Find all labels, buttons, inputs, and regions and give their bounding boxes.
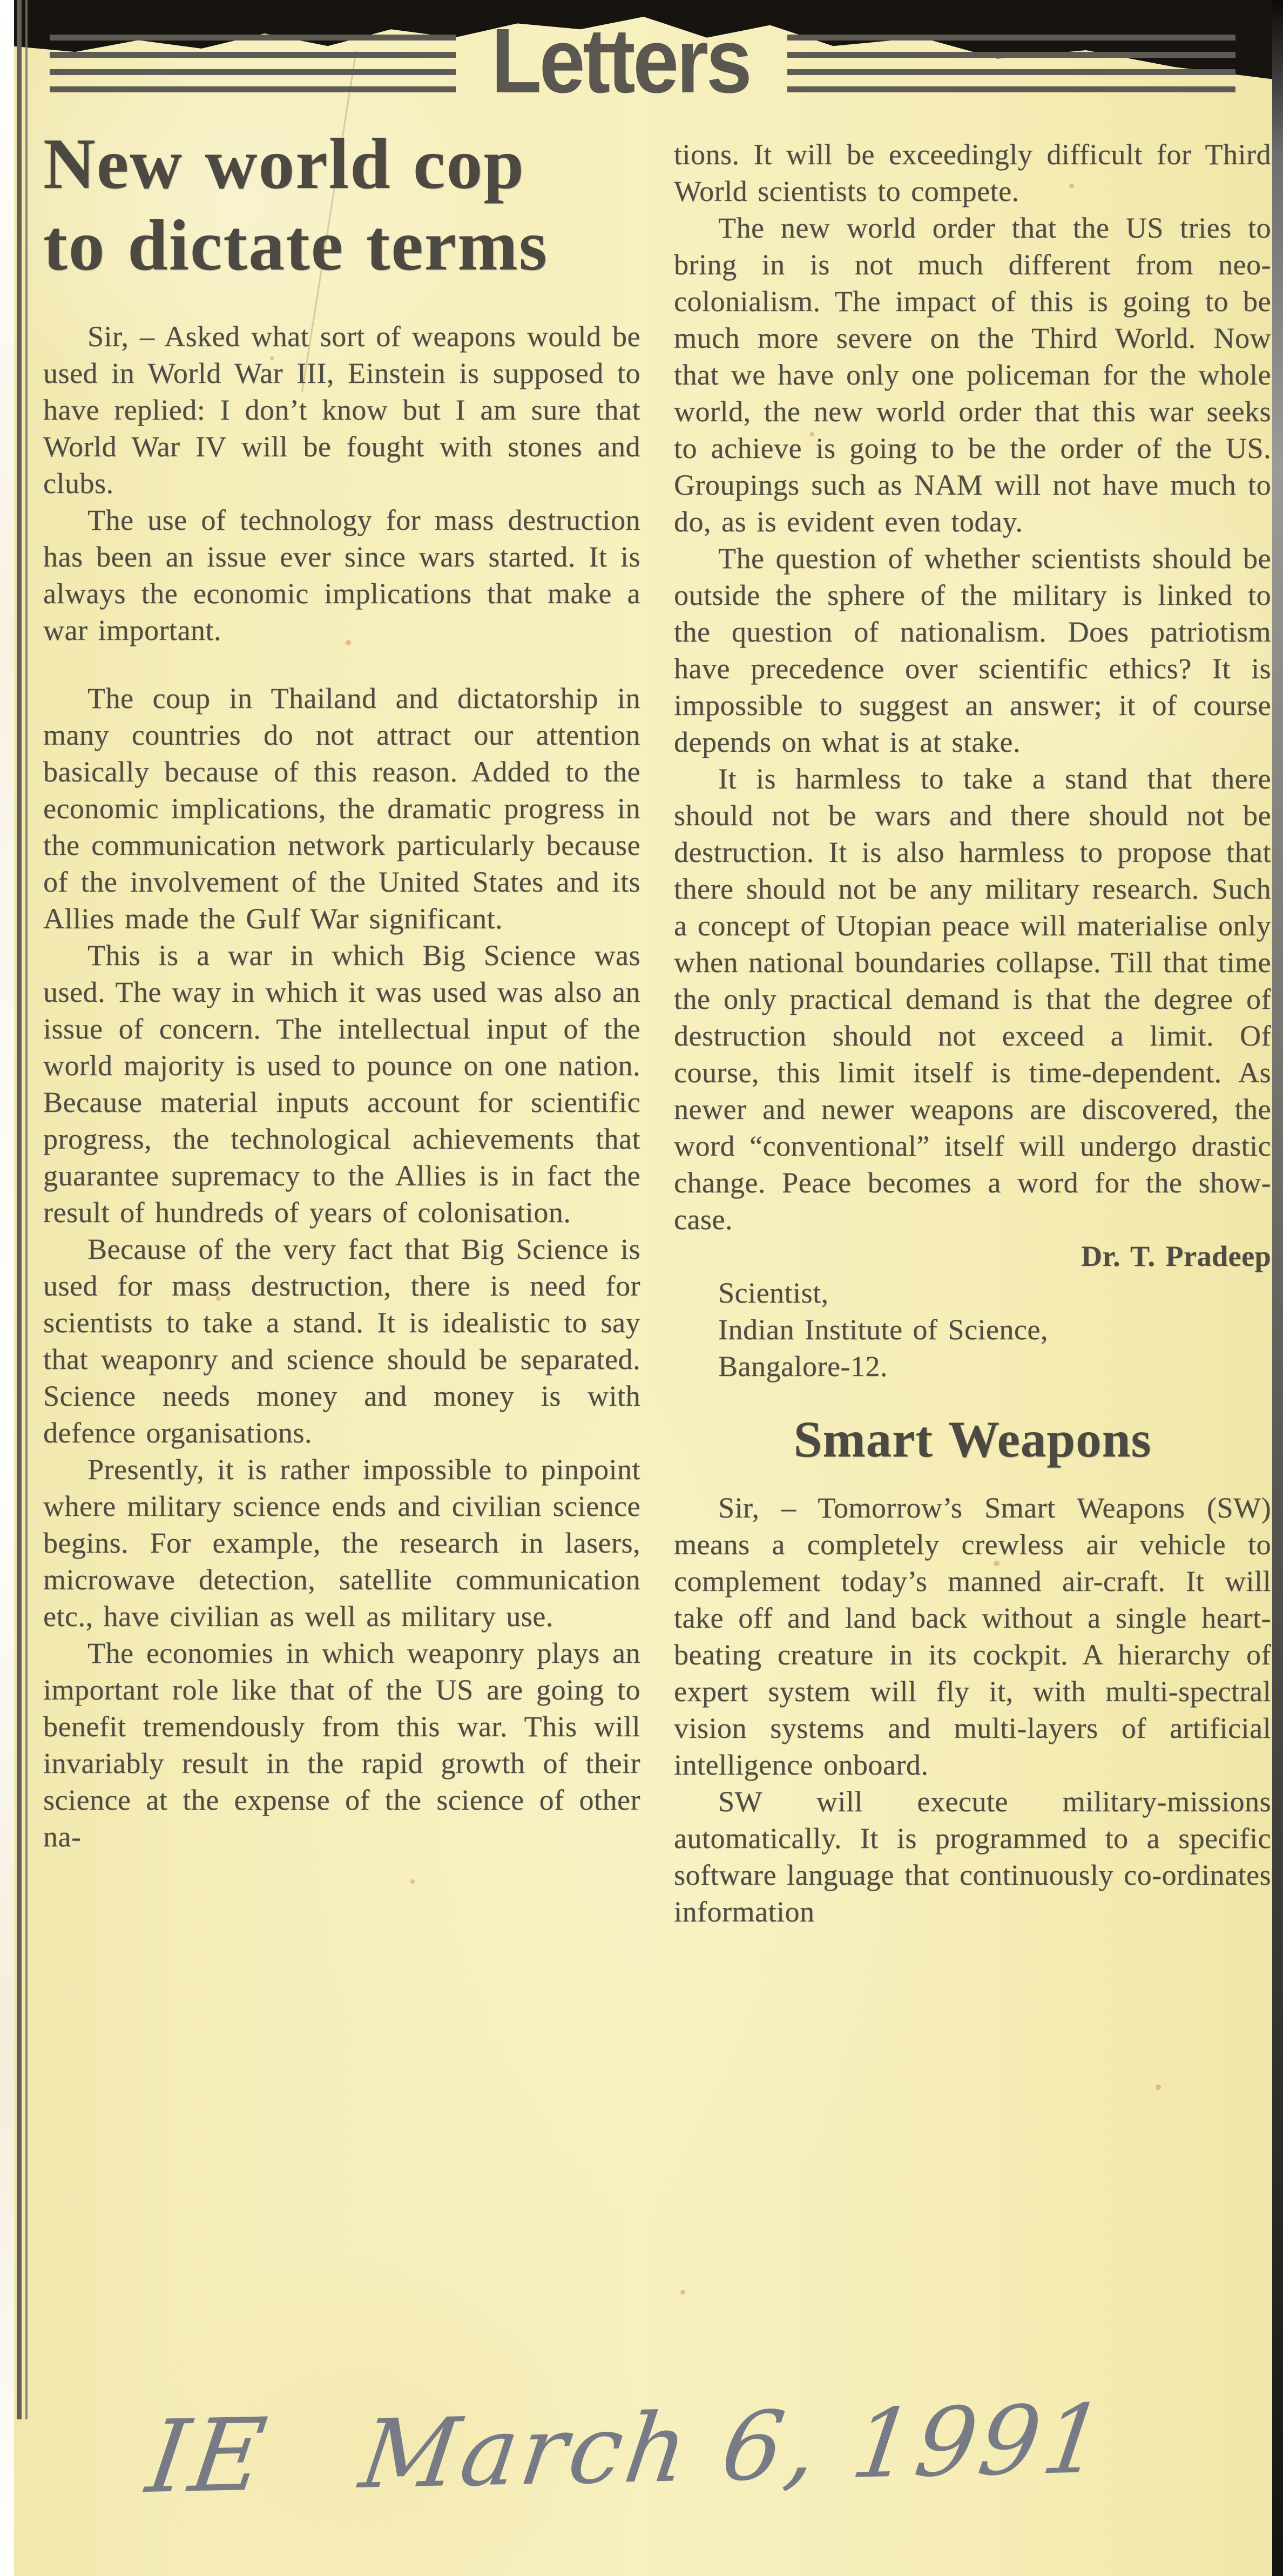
right-paper-edge (1272, 0, 1283, 2576)
letter2-headline: Smart Weapons (793, 1411, 1152, 1468)
left-column-rule-inner (25, 0, 28, 2419)
letter1-paragraph: The economies in which weaponry plays an important role like that of the US are going to benefit tremendously from this war. This will invariably result in the rapid growth of their science at the expense of the science of other na- (43, 1636, 640, 1853)
letter1-paragraph: Sir, – Asked what sort of weapons would be used in World War III, Einstein is supposed to have replied: I don’t know but I am sure that World War IV will be fought with stones and clubs. (43, 320, 640, 500)
letter1-paragraph: It is harmless to take a stand that there should not be wars and there should not be destruction. It is also harmless to propose that there should not be any military research. Such a concept of Utopian peace will materialise only when national boundaries collapse. Till that time the only practical demand is that the degree of destruction should not exceed a limit. Of course, this limit itself is time-dependent. As newer and newer weapons are discovered, the word “conventional” itself will undergo drastic change. Peace becomes a word for the show-case. (674, 763, 1271, 1236)
masthead-rule-right (787, 35, 1235, 92)
letter1-paragraph: The coup in Thailand and dictatorship in many countries do not attract our attention basically because of this reason. Added to the economic implications, the dramatic progress in the communication network particularly because of the involvement of the United States and its Allies made the Gulf War significant. (43, 682, 640, 935)
letter1-headline-line1: New world cop (43, 124, 525, 204)
letter1-paragraph: Presently, it is rather impossible to pinpoint where military science ends and civilian science begins. For example, the research in lasers, microwave detection, satellite communication etc., have civilian as well as military use. (43, 1453, 640, 1633)
letter2-paragraph: SW will execute military-missions automatically. It is programmed to a specific software language that continuously co-ordinates information (674, 1785, 1271, 1928)
left-column-rule (17, 0, 22, 2419)
letter1-headline (43, 123, 640, 287)
letter1-address-line: Bangalore-12. (718, 1350, 888, 1383)
letter1-paragraph: The use of technology for mass destruction has been an issue ever since wars started. It is always the economic implications that make a war important. (43, 503, 640, 646)
masthead-title: Letters (491, 10, 750, 112)
handwritten-note (140, 2384, 1181, 2516)
letter2-paragraph: Sir, – Tomorrow’s Smart Weapons (SW) means a completely crewless air vehicle to complement today’s manned air-craft. It will take off and land back without a single heart-beating creature in its cockpit. A hierarchy of expert system will fly it, with multi-spectral vision systems and multi-layers of artificial intelligence onboard. (674, 1491, 1271, 1781)
letter1-paragraph: This is a war in which Big Science was used. The way in which it was used was also an issue of concern. The intellectual input of the world majority is used to pounce on one nation. Because material inputs account for scientific progress, the technological achievements that guarantee supremacy to the Allies is in fact the result of hundreds of years of colonisation. (43, 939, 640, 1229)
letter1-column-right (674, 136, 1271, 1930)
letter1-signature: Dr. T. Pradeep (1081, 1240, 1271, 1272)
handwritten-code: IE (140, 2396, 276, 2516)
letter1-paragraph: Because of the very fact that Big Science is used for mass destruction, there is need for scientists to take a stand. It is idealistic to say that weaponry and science should be separated. Science needs money and money is with defence organisations. (43, 1232, 640, 1449)
letter1-headline-line2: to dictate terms (43, 205, 548, 286)
letter1-paragraph: The question of whether scientists should be outside the sphere of the military is linked to the question of nationalism. Does patriotism have precedence over scientific ethics? It is impossible to suggest an answer; it of course depends on what is at stake. (674, 542, 1271, 758)
letter1-address-line: Scientist, (718, 1277, 829, 1309)
letter1-paragraph: tions. It will be exceedingly difficult for Third World scientists to compete. (674, 138, 1271, 207)
letter1-paragraph: The new world order that the US tries to bring in is not much different from neo-colonialism. The impact of this is going to be much more severe on the Third World. Now that we have only one policeman for the whole world, the new world order that this war seeks to achieve is going to be the order of the US. Groupings such as NAM will not have much to do, as is evident even today. (674, 212, 1271, 538)
masthead-rule-left (50, 35, 456, 92)
letter1-address-line: Indian Institute of Science, (718, 1313, 1048, 1346)
left-paper-edge (0, 0, 14, 2576)
letter1-column-left (43, 123, 640, 1855)
handwritten-date: March 6, 1991 (354, 2384, 1114, 2510)
